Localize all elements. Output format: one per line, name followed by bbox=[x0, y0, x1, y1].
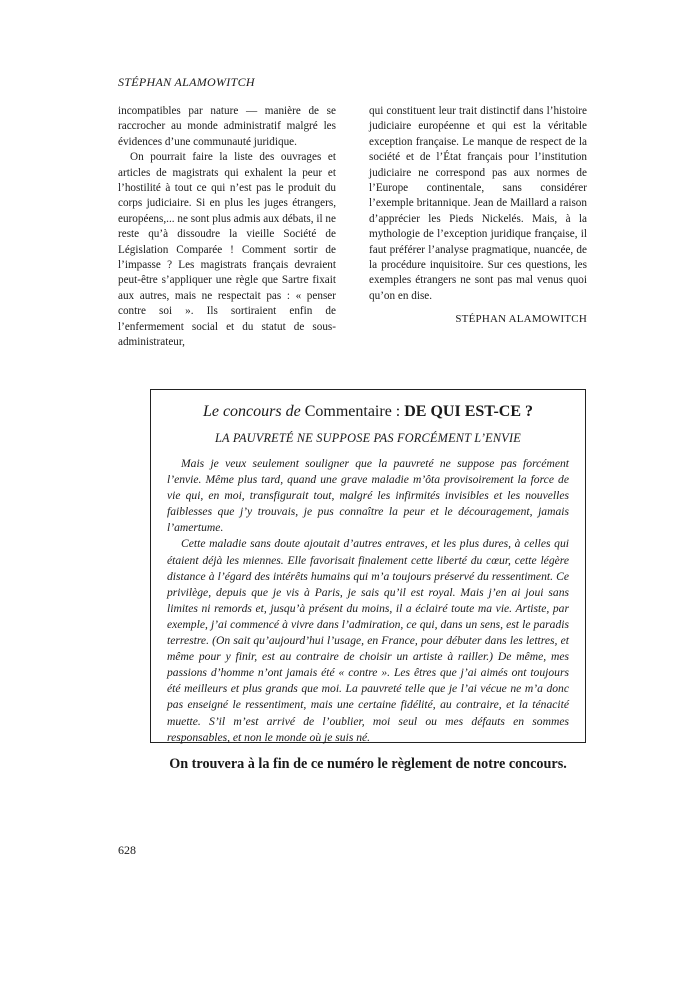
contest-paragraph-2: Cette maladie sans doute ajoutait d’autres entraves, et les plus dures, à celles qui étaient déjà les miennes. Elle favorisait finalement cette liberté du cœur, cette légère distance à l’égard des intérêts humains qui m’a toujours préservé du ressentiment. Ce privilège, depuis que je vis à Paris, je sais qu’il est royal. Mais j’en ai joui sans limites ni remords et, jusqu’à présent du moins, il a éclairé toute ma vie. Artiste, par exemple, j’ai commencé à vivre dans l’admiration, ce qui, dans un sens, est le paradis terrestre. (On sait qu’aujourd’hui l’usage, en France, pour débuter dans les lettres, et même pour y finir, est au contraire de choisir un artiste à railler.) De même, mes passions d’homme n’ont jamais été « contre ». Les êtres que j’ai aimés ont toujours été meilleurs et plus grands que moi. La pauvreté telle que je l’ai vécue ne m’a donc pas enseigné le ressentiment, mais une certaine fidélité, au contraire, et la ténacité muette. S’il m’est arrivé de l’oublier, moi seul ou mes défauts en sommes responsables, et non le monde où je suis né. bbox=[167, 537, 569, 744]
contest-paragraph-1: Mais je veux seulement souligner que la pauvreté ne suppose pas forcément l’envie. Même plus tard, quand une grave maladie m’ôta provisoirement la force de vie qui, en moi, transfigurait tout, malgré les infirmités invisibles et les nouvelles faiblesses que j’y trouvais, je pus connaître la peur et le découragement, jamais l’amertume. bbox=[167, 457, 569, 535]
right-column bbox=[369, 104, 587, 328]
contest-text bbox=[167, 456, 569, 746]
left-paragraph-1: incompatibles par nature — manière de se raccrocher au monde administratif malgré les évidences d’une communauté juridique. bbox=[118, 105, 336, 148]
left-paragraph-2: On pourrait faire la liste des ouvrages et articles de magistrats qui exhalent la peur et l’hostilité à tout ce qui n’est pas le produit du corps judiciaire. Si en plus les juges étrangers, européens,... ne sont plus admis aux débats, il ne reste qu’à dissoudre la vieille Société de Législation Comparée ! Comment sortir de l’impasse ? Les magistrats français devraient peut-être s’appliquer une règle que Sartre fixait aux autres, mais ne respectait pas : « penser contre soi ». Ils sortiraient enfin de l’enfermement social et du statut de sous-administrateur, bbox=[118, 151, 336, 349]
right-paragraph: qui constituent leur trait distinctif dans l’histoire judiciaire européenne et qui est la véritable exception française. Le manque de respect de la société et de l’État français pour l’institution judiciaire ne correspond pas aux normes de l’Europe continentale, sans considérer l’exemple britannique. Jean de Maillard a raison d’apprécier les Pieds Nickelés. Mais, à la mythologie de l’exception juridique française, il faut préférer l’analyse pragmatique, nuancée, de la procédure inquisitoire. Sur ces questions, les exemples étrangers ne sont pas mal venus quoi qu’on en dise. bbox=[369, 105, 587, 302]
page-number: 628 bbox=[118, 843, 136, 857]
contest-title bbox=[167, 403, 569, 421]
contest-box bbox=[150, 389, 586, 772]
contest-subtitle: LA PAUVRETÉ NE SUPPOSE PAS FORCÉMENT L’ENVIE bbox=[215, 431, 521, 445]
contest-footer: On trouvera à la fin de ce numéro le règlement de notre concours. bbox=[169, 755, 567, 772]
author-signature: STÉPHAN ALAMOWITCH bbox=[455, 313, 587, 326]
contest-title-prefix: Le concours de bbox=[202, 403, 301, 420]
running-head: STÉPHAN ALAMOWITCH bbox=[118, 75, 255, 89]
left-column bbox=[118, 104, 336, 351]
contest-title-question: DE QUI EST-CE ? bbox=[404, 403, 534, 420]
contest-title-journal: Commentaire : bbox=[304, 403, 401, 420]
